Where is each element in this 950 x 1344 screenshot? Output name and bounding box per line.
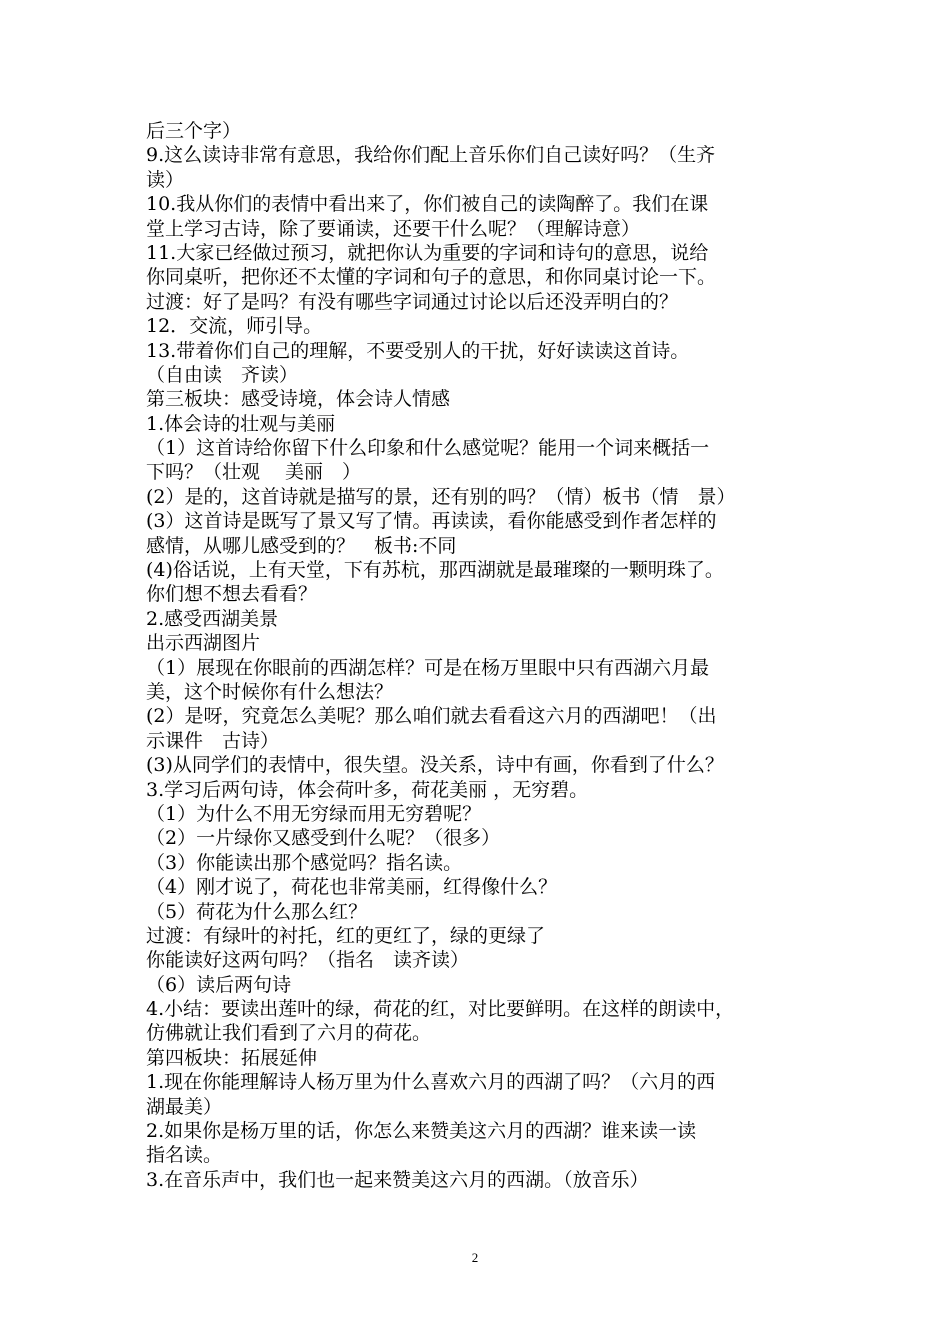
text-line: (3）这首诗是既写了景又写了情。再读读，看你能感受到作者怎样的 bbox=[146, 510, 717, 533]
text-line: 11.大家已经做过预习，就把你认为重要的字词和诗句的意思，说给 bbox=[146, 241, 709, 264]
text-line: 你同桌听，把你还不太懂的字词和句子的意思，和你同桌讨论一下。 bbox=[146, 266, 717, 289]
text-line: （1）为什么不用无穷绿而用无穷碧呢？ bbox=[146, 802, 482, 825]
text-line: （自由读 齐读） bbox=[146, 363, 299, 386]
text-line: 12．交流，师引导。 bbox=[146, 315, 323, 338]
text-line: （1）这首诗给你留下什么印象和什么感觉呢？能用一个词来概括一 bbox=[146, 437, 710, 460]
section-heading: 第四板块：拓展延伸 bbox=[146, 1046, 318, 1069]
text-line: （4）刚才说了，荷花也非常美丽，红得像什么？ bbox=[146, 876, 558, 899]
text-line: 仿佛就让我们看到了六月的荷花。 bbox=[146, 1022, 432, 1045]
page-number: 2 bbox=[471, 1250, 479, 1265]
text-line: 4.小结：要读出莲叶的绿，荷花的红，对比要鲜明。在这样的朗读中， bbox=[146, 998, 735, 1021]
text-line: 过渡：好了是吗？有没有哪些字词通过讨论以后还没弄明白的？ bbox=[146, 290, 679, 313]
document-body bbox=[146, 119, 816, 1192]
text-line: 美，这个时候你有什么想法？ bbox=[146, 680, 394, 703]
text-line: 后三个字） bbox=[146, 120, 242, 142]
text-line: （3）你能读出那个感觉吗？指名读。 bbox=[146, 851, 463, 874]
text-line: 感情，从哪儿感受到的？ 板书:不同 bbox=[146, 534, 457, 557]
text-line: 堂上学习古诗，除了要诵读，还要干什么呢？（理解诗意） bbox=[146, 217, 641, 240]
text-line: 湖最美） bbox=[146, 1095, 223, 1118]
text-line: 1.体会诗的壮观与美丽 bbox=[146, 412, 336, 435]
text-line: 2.如果你是杨万里的话，你怎么来赞美这六月的西湖？谁来读一读 bbox=[146, 1120, 697, 1143]
text-line: （2）一片绿你又感受到什么呢？（很多） bbox=[146, 827, 501, 850]
text-line: 你能读好这两句吗？（指名 读齐读） bbox=[146, 949, 470, 972]
text-line: (4)俗话说，上有天堂，下有苏杭，那西湖就是最璀璨的一颗明珠了。 bbox=[146, 559, 724, 582]
text-line: 3.在音乐声中，我们也一起来赞美这六月的西湖。（放音乐） bbox=[146, 1168, 649, 1191]
text-line: (3)从同学们的表情中，很失望。没关系，诗中有画，你看到了什么？ bbox=[146, 754, 724, 777]
text-line: 读） bbox=[146, 168, 185, 191]
text-line: (2）是的，这首诗就是描写的景，还有别的吗？（情）板书（情 景） bbox=[146, 485, 736, 508]
text-line: 示课件 古诗） bbox=[146, 729, 280, 752]
text-line: 13.带着你们自己的理解，不要受别人的干扰，好好读读这首诗。 bbox=[146, 339, 690, 362]
text-line: （6）读后两句诗 bbox=[146, 973, 292, 996]
text-line: 1.现在你能理解诗人杨万里为什么喜欢六月的西湖了吗？（六月的西 bbox=[146, 1071, 716, 1094]
text-line: （1）展现在你眼前的西湖怎样？可是在杨万里眼中只有西湖六月最 bbox=[146, 656, 710, 679]
text-line: (2）是呀，究竟怎么美呢？那么咱们就去看看这六月的西湖吧！（出 bbox=[146, 705, 717, 728]
text-line: 9.这么读诗非常有意思，我给你们配上音乐你们自己读好吗？（生齐 bbox=[146, 144, 716, 167]
text-line: 10.我从你们的表情中看出来了，你们被自己的读陶醉了。我们在课 bbox=[146, 193, 709, 216]
text-line: （5）荷花为什么那么红？ bbox=[146, 900, 368, 923]
text-line: 过渡：有绿叶的衬托，红的更红了，绿的更绿了 bbox=[146, 924, 546, 947]
text-line: 你们想不想去看看？ bbox=[146, 583, 318, 606]
text-line: 3.学习后两句诗，体会荷叶多，荷花美丽 ，无穷碧。 bbox=[146, 778, 589, 801]
section-heading: 第三板块：感受诗境，体会诗人情感 bbox=[146, 388, 451, 411]
text-line: 指名读。 bbox=[146, 1144, 223, 1167]
text-line: 下吗？（壮观 美丽 ） bbox=[146, 461, 362, 484]
text-line: 出示西湖图片 bbox=[146, 632, 261, 655]
text-line: 2.感受西湖美景 bbox=[146, 607, 279, 630]
